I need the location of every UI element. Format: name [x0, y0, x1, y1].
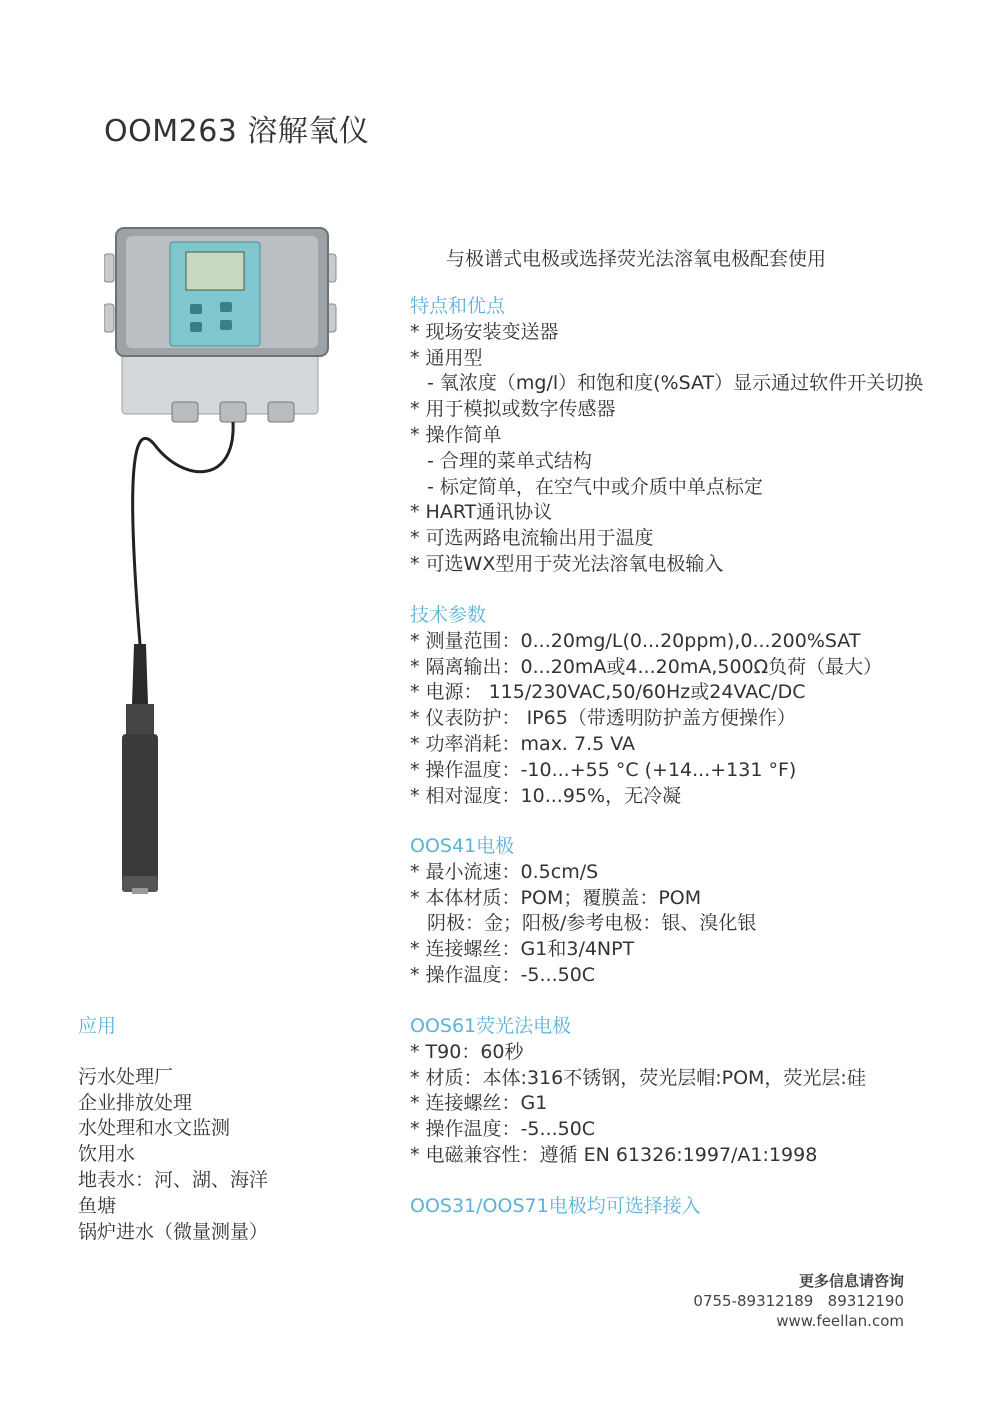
oos41-section [410, 834, 990, 989]
spec-line: * 功率消耗：max. 7.5 VA [410, 732, 636, 755]
feature-line: - 氧浓度（mg/l）和饱和度(%SAT）显示通过软件开关切换 [427, 372, 924, 395]
spec-line: * 测量范围：0...20mg/L(0...20ppm),0...200%SAT [410, 629, 861, 652]
feature-line: * 操作简单 [410, 423, 502, 446]
subtitle: 与极谱式电极或选择荧光法溶氧电极配套使用 [446, 248, 827, 270]
page-title: OOM263 溶解氧仪 [104, 114, 370, 149]
spec-line: * 相对湿度：10...95%，无冷凝 [410, 784, 682, 807]
oos61-line: * 电磁兼容性：遵循 EN 61326:1997/A1:1998 [410, 1143, 818, 1166]
oos61-line: * 材质：本体:316不锈钢，荧光层帽:POM，荧光层:硅 [410, 1066, 866, 1089]
spec-line: * 隔离输出：0...20mA或4...20mA,500Ω负荷（最大） [410, 655, 883, 678]
feature-line: - 标定简单，在空气中或介质中单点标定 [427, 475, 763, 498]
feature-line: * 通用型 [410, 346, 483, 369]
oos61-title: OOS61荧光法电极 [410, 1015, 572, 1037]
application-section [78, 1014, 268, 1245]
application-item: 鱼塘 [78, 1194, 117, 1217]
contact-website[interactable]: www.feellan.com [776, 1312, 904, 1330]
oos41-line: * 最小流速：0.5cm/S [410, 860, 599, 883]
oos61-line: * 连接螺丝：G1 [410, 1092, 548, 1115]
oos41-line: * 连接螺丝：G1和3/4NPT [410, 938, 635, 961]
oos41-title: OOS41电极 [410, 835, 515, 857]
oos61-line: * 操作温度：-5...50C [410, 1118, 596, 1141]
specs-section [410, 603, 990, 809]
feature-line: * 现场安装变送器 [410, 320, 559, 343]
oos41-line: * 操作温度：-5...50C [410, 963, 596, 986]
application-item: 污水处理厂 [78, 1065, 174, 1088]
oos41-line: 阴极：金；阳极/参考电极：银、溴化银 [427, 912, 757, 935]
application-title: 应用 [78, 1015, 117, 1037]
oos41-line: * 本体材质：POM；覆膜盖：POM [410, 886, 702, 909]
specs-title: 技术参数 [410, 604, 487, 626]
contact-block [693, 1271, 904, 1331]
contact-phone: 0755-89312189 89312190 [693, 1292, 904, 1310]
feature-line: * 可选两路电流输出用于温度 [410, 527, 654, 550]
feature-line: - 合理的菜单式结构 [427, 449, 592, 472]
transmitter-image [104, 224, 356, 904]
oos61-section [410, 1014, 990, 1169]
feature-line: * 可选WX型用于荧光法溶氧电极输入 [410, 552, 724, 575]
application-item: 地表水：河、湖、海洋 [78, 1168, 269, 1191]
spec-line: * 仪表防护： IP65（带透明防护盖方便操作） [410, 707, 796, 730]
feature-line: * HART通讯协议 [410, 501, 553, 524]
spec-line: * 电源： 115/230VAC,50/60Hz或24VAC/DC [410, 681, 806, 704]
features-title: 特点和优点 [410, 295, 506, 317]
oos-note-section [410, 1194, 990, 1220]
spec-line: * 操作温度：-10...+55 °C (+14...+131 °F) [410, 758, 797, 781]
application-item: 饮用水 [78, 1143, 136, 1166]
application-item: 水处理和水文监测 [78, 1117, 231, 1140]
oos-note: OOS31/OOS71电极均可选择接入 [410, 1195, 701, 1217]
feature-line: * 用于模拟或数字传感器 [410, 398, 616, 421]
features-section [410, 294, 990, 578]
oos61-line: * T90：60秒 [410, 1040, 524, 1063]
application-item: 锅炉进水（微量测量） [78, 1220, 269, 1243]
contact-title: 更多信息请咨询 [798, 1272, 904, 1290]
application-item: 企业排放处理 [78, 1091, 193, 1114]
